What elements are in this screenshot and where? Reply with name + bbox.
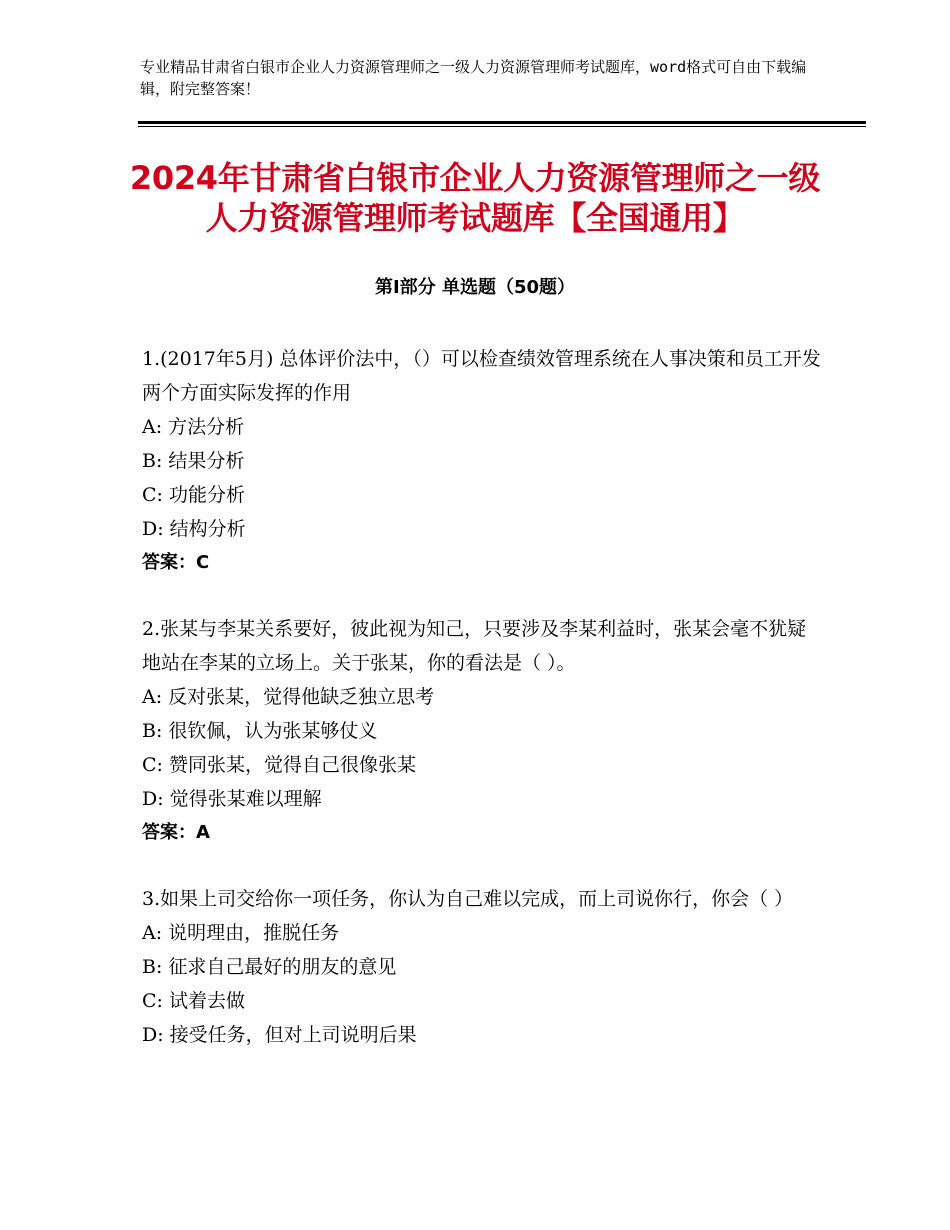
question-list <box>142 342 822 1084</box>
answer-line: 答案：C <box>142 552 210 573</box>
option-c: C: 赞同张某，觉得自己很像张某 <box>142 754 416 776</box>
question-stem: 3.如果上司交给你一项任务，你认为自己难以完成，而上司说你行，你会（ ） <box>142 888 794 910</box>
option-d: D: 觉得张某难以理解 <box>142 788 322 810</box>
answer-line: 答案：A <box>142 822 210 843</box>
option-d: D: 结构分析 <box>142 518 246 540</box>
document-title: 2024年甘肃省白银市企业人力资源管理师之一级人力资源管理师考试题库【全国通用】 <box>129 159 821 237</box>
question-2 <box>142 612 822 850</box>
header-note: 专业精品甘肃省白银市企业人力资源管理师之一级人力资源管理师考试题库，word格式可自由下载编辑，附完整答案！ <box>140 58 807 98</box>
option-c: C: 功能分析 <box>142 484 245 506</box>
question-3 <box>142 882 822 1052</box>
option-b: B: 征求自己最好的朋友的意见 <box>142 956 397 978</box>
option-b: B: 结果分析 <box>142 450 245 472</box>
option-a: A: 说明理由，推脱任务 <box>142 922 340 944</box>
option-c: C: 试着去做 <box>142 990 245 1012</box>
question-stem: 2.张某与李某关系要好，彼此视为知己，只要涉及李某利益时，张某会毫不犹疑地站在李某的立场上。关于张某，你的看法是（ ）。 <box>142 618 807 674</box>
question-1 <box>142 342 822 580</box>
option-a: A: 方法分析 <box>142 416 245 438</box>
header-divider-thin <box>138 126 866 127</box>
option-d: D: 接受任务，但对上司说明后果 <box>142 1024 417 1046</box>
header-divider-thick <box>138 121 866 124</box>
option-b: B: 很钦佩，认为张某够仗义 <box>142 720 378 742</box>
section-heading: 第Ⅰ部分 单选题（50题） <box>374 277 575 298</box>
option-a: A: 反对张某，觉得他缺乏独立思考 <box>142 686 435 708</box>
question-stem: 1.(2017年5月) 总体评价法中，（）可以检查绩效管理系统在人事决策和员工开发两个方面实际发挥的作用 <box>142 348 821 404</box>
